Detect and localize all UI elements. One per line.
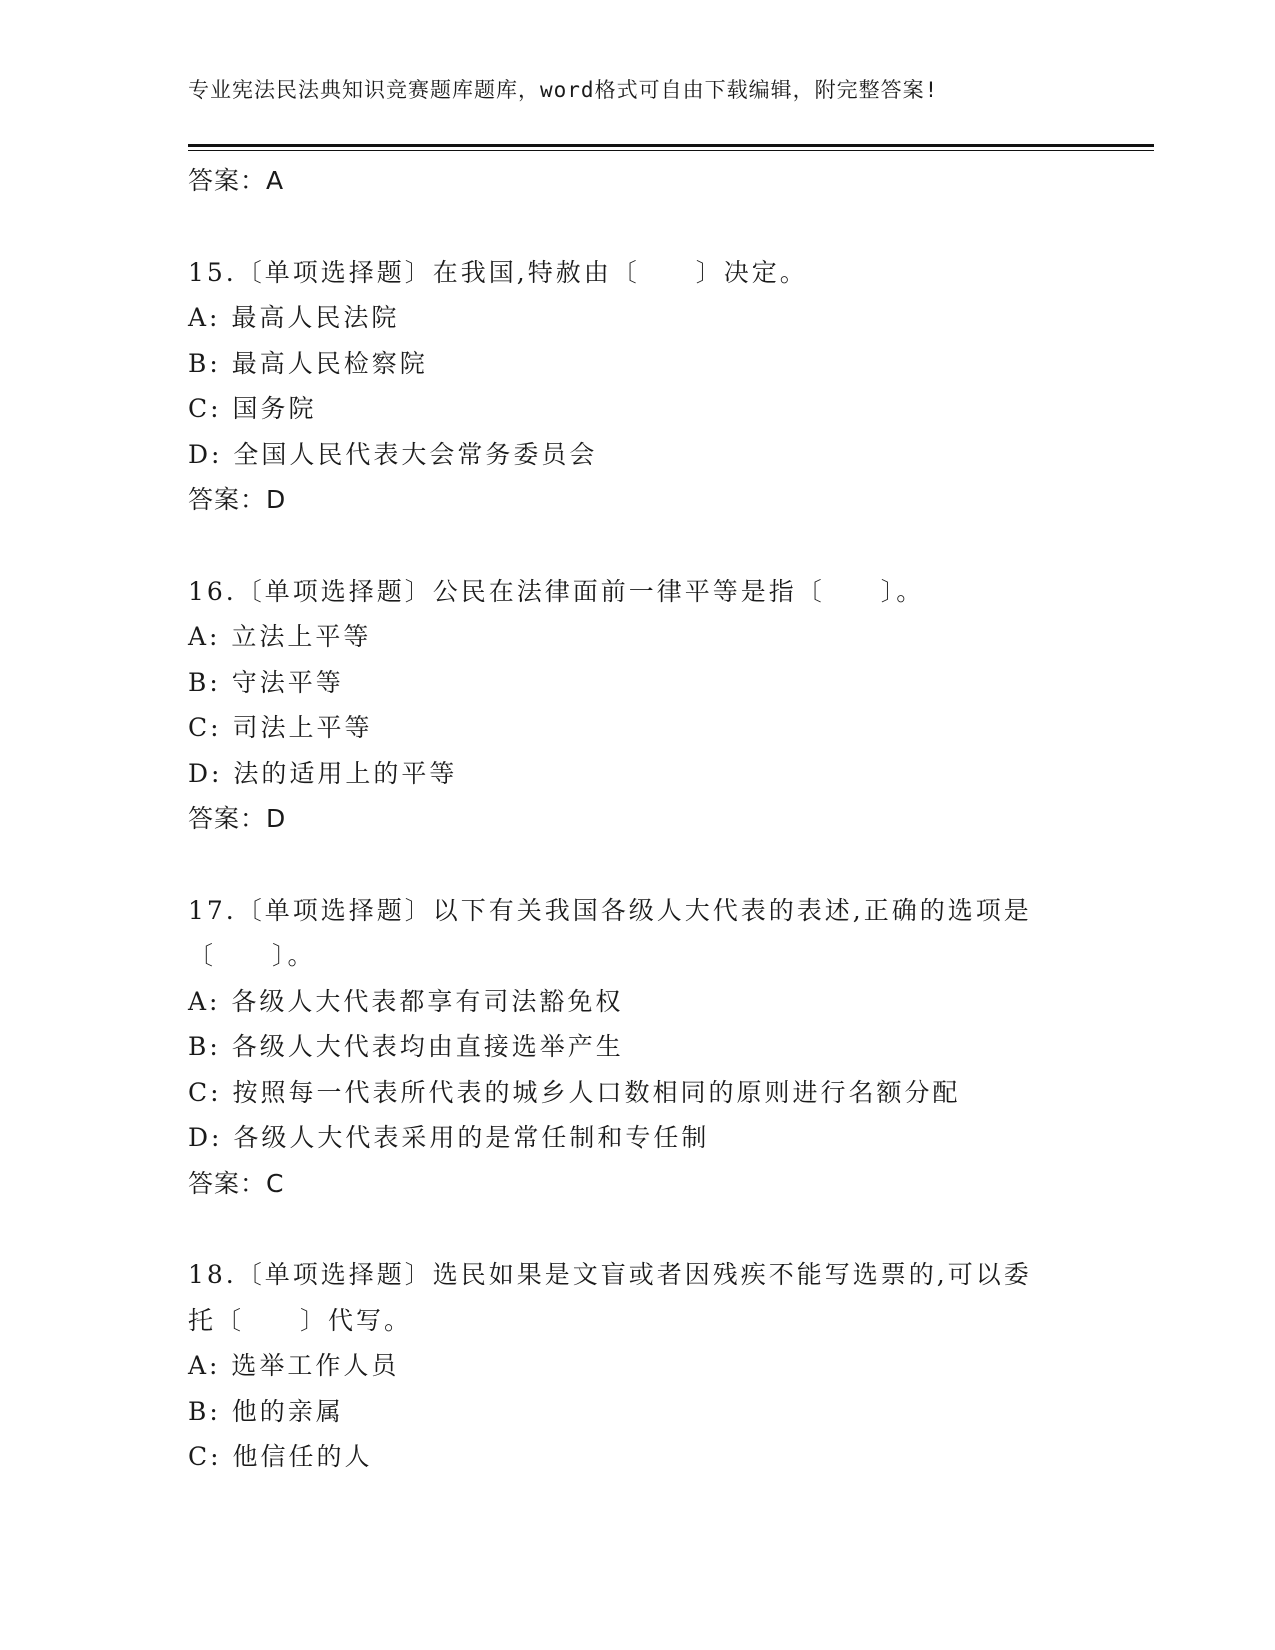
spacer [188, 523, 1088, 569]
option-d: D: 法的适用上的平等 [188, 758, 458, 788]
page-header: 专业宪法民法典知识竞赛题库题库，word格式可自由下载编辑，附完整答案! [188, 78, 939, 102]
question-text: 15.〔单项选择题〕在我国,特赦由〔 〕决定。 [188, 257, 808, 287]
option-b: B: 最高人民检察院 [188, 348, 428, 378]
option-b: B: 他的亲属 [188, 1396, 344, 1426]
option-a: A: 各级人大代表都享有司法豁免权 [188, 986, 624, 1016]
question-text: 17.〔单项选择题〕以下有关我国各级人大代表的表述,正确的选项是 [188, 895, 1032, 925]
question-text-cont: 托〔 〕代写。 [188, 1305, 413, 1335]
question-text: 18.〔单项选择题〕选民如果是文盲或者因残疾不能写选票的,可以委 [188, 1260, 1032, 1289]
option-b: B: 守法平等 [188, 667, 344, 697]
question-block [188, 569, 1088, 842]
option-a: A: 最高人民法院 [188, 303, 400, 332]
option-c: C: 国务院 [188, 394, 317, 423]
header-rule [188, 144, 1154, 147]
question-content [188, 158, 1088, 1480]
option-d: D: 各级人大代表采用的是常任制和专任制 [188, 1123, 710, 1152]
spacer [188, 204, 1088, 250]
option-d: D: 全国人民代表大会常务委员会 [188, 439, 598, 469]
spacer [188, 842, 1088, 888]
option-a: A: 选举工作人员 [188, 1351, 400, 1380]
option-a: A: 立法上平等 [188, 622, 372, 651]
answer-line: 答案：D [188, 485, 287, 514]
question-block [188, 1252, 1088, 1480]
answer-line: 答案：A [188, 166, 285, 195]
option-c: C: 按照每一代表所代表的城乡人口数相同的原则进行名额分配 [188, 1077, 961, 1107]
answer-line: 答案：C [188, 1168, 285, 1198]
question-text-cont: 〔 〕。 [188, 941, 316, 970]
option-c: C: 他信任的人 [188, 1442, 373, 1471]
header-rule-thin [188, 150, 1154, 151]
spacer [188, 1206, 1088, 1252]
question-block [188, 888, 1088, 1207]
question-text: 16.〔单项选择题〕公民在法律面前一律平等是指〔 〕。 [188, 576, 925, 606]
question-block [188, 250, 1088, 523]
option-c: C: 司法上平等 [188, 713, 373, 742]
option-b: B: 各级人大代表均由直接选举产生 [188, 1032, 624, 1061]
answer-line: 答案：D [188, 804, 287, 833]
